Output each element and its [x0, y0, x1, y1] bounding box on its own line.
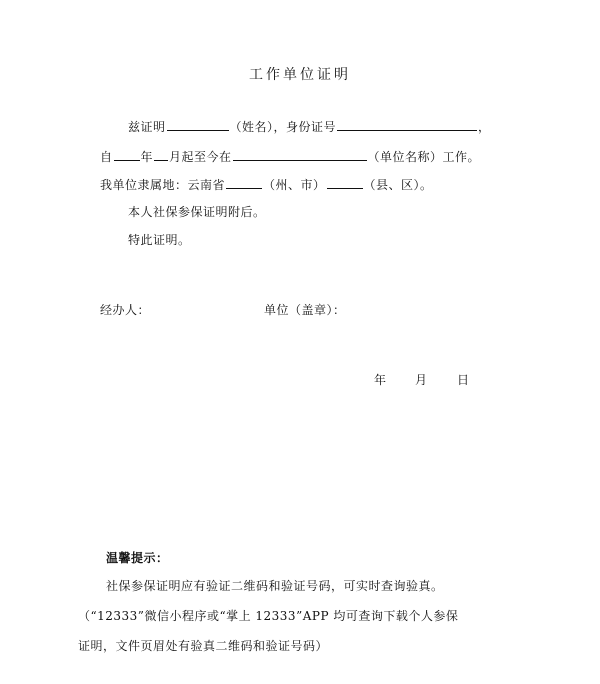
tips-line-1: 社保参保证明应有验证二维码和验证号码，可实时查询验真。 — [106, 579, 444, 593]
jurisdiction-label: 我单位隶属地：云南省 — [100, 178, 226, 192]
city-blank — [226, 176, 262, 189]
county-blank — [327, 176, 363, 189]
page-title: 工作单位证明 — [249, 67, 351, 83]
handler-label: 经办人： — [100, 303, 151, 317]
name-hint: （姓名） — [229, 120, 274, 134]
name-blank — [167, 118, 229, 131]
year-blank — [114, 148, 140, 161]
unit-name-blank — [233, 148, 367, 161]
unit-name-hint: （单位名称）工作。 — [367, 150, 481, 164]
month-label: 月起至今在 — [169, 150, 232, 164]
tips-heading: 温馨提示： — [106, 551, 169, 565]
tips-line-3: 证明，文件页眉处有验真二维码和验证号码） — [78, 639, 329, 653]
seal-label: 单位（盖章）： — [264, 303, 346, 317]
id-number-blank — [337, 118, 477, 131]
date-day: 日 — [457, 373, 470, 387]
statement-line-4: 本人社保参保证明附后。 — [128, 205, 266, 219]
statement-line-2 — [100, 148, 480, 165]
date-month: 月 — [415, 373, 428, 387]
month-blank — [154, 148, 168, 161]
date-year: 年 — [374, 373, 387, 387]
tips-line-2: （“12333”微信小程序或“掌上 12333”APP 均可查询下载个人参保 — [78, 609, 459, 623]
from-label: 自 — [100, 150, 113, 164]
id-number-label: ，身份证号 — [273, 120, 337, 134]
year-label: 年 — [140, 150, 154, 164]
statement-line-1 — [128, 118, 491, 135]
statement-line-5: 特此证明。 — [128, 233, 191, 247]
statement-prefix: 兹证明 — [128, 120, 166, 134]
statement-line-3 — [100, 176, 433, 193]
county-hint: （县、区）。 — [363, 178, 433, 192]
city-hint: （州、市） — [263, 178, 326, 192]
line1-end: ， — [478, 120, 491, 134]
